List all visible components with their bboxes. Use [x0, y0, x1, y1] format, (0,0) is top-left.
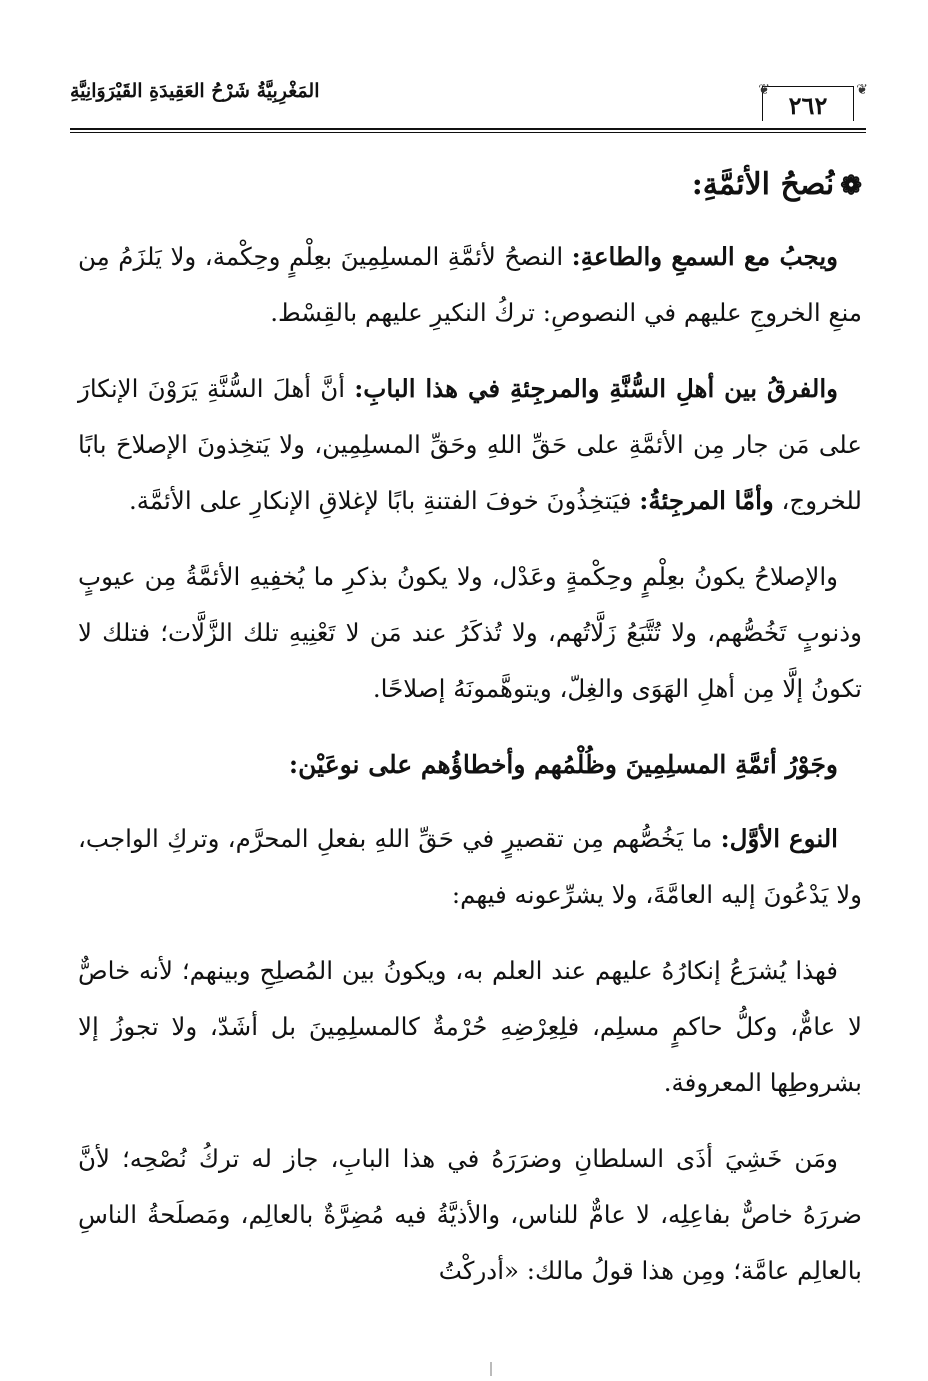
- paragraph: [78, 811, 862, 923]
- page-header: [70, 78, 866, 130]
- paragraph-lead: وأمَّا المرجِئةُ:: [639, 486, 774, 515]
- paragraph-text: والإصلاحُ يكونُ بعِلْمٍ وحِكْمةٍ وعَدْل، ولا يكونُ بذكرِ ما يُخفِيهِ الأئمَّةُ مِن عيوبٍ وذنوبٍ تَخُصُّهم، ولا تُتَّبَعُ زَلَّاتُهم، ولا تُذكَرُ عند مَن لا تَعْنِيهِ تلك الزَّلَّات؛ فتلك لا تكونُ إلَّا مِن أهلِ الهَوَى والغِلّ، ويتوهَّمونَهُ إصلاحًا.: [78, 562, 862, 703]
- paragraph-text: ومَن خَشِيَ أذَى السلطانِ وضرَرَهُ في هذا البابِ، جاز له تركُ نُصْحِه؛ لأنَّ ضررَهُ خاصٌّ بفاعِلِه، لا عامٌّ للناس، والأذيَّةُ فيه مُضِرَّةٌ بالعالِم، ومَصلَحةُ الناسِ بالعالِم عامَّة؛ ومِن هذا قولُ مالك: «أدركْتُ: [78, 1144, 862, 1285]
- paragraph: [78, 549, 862, 717]
- paragraph-text: فهذا يُشرَعُ إنكارُهُ عليهم عند العلم به، ويكونُ بين المُصلِحِ وبينهم؛ لأنه خاصٌّ لا عامٌّ، وكلُّ حاكمٍ مسلِم، فلِعِرْضِهِ حُرْمةٌ كالمسلِمِينَ بل أشَدّ، ولا تجوزُ إلا بشروطِها المعروفة.: [78, 956, 862, 1097]
- paragraph: [78, 229, 862, 341]
- page-body: [78, 150, 862, 1319]
- ornament-icon: ❦: [758, 82, 770, 98]
- header-rule: [70, 128, 866, 130]
- paragraph-lead: ويجبُ مع السمعِ والطاعةِ:: [571, 242, 838, 271]
- scan-mark: [490, 1362, 492, 1376]
- paragraph: [78, 1131, 862, 1299]
- section-heading-text: نُصحُ الأئمَّةِ:: [691, 167, 835, 202]
- paragraph: [78, 361, 862, 529]
- ornament-icon: ❦: [856, 82, 868, 98]
- running-title: المَغْرِبِيَّةُ شَرْحُ العَقِيدَةِ القَيْرَوَانِيَّةِ: [70, 80, 320, 102]
- page-number: ٢٦٢: [762, 86, 854, 121]
- paragraph: [78, 943, 862, 1111]
- paragraph-text: ما يَخُصُّهم مِن تقصيرٍ في حَقِّ اللهِ بفعلِ المحرَّم، وتركِ الواجب، ولا يَدْعُونَ إليه العامَّةَ، ولا يشرِّعونه فيهم:: [78, 824, 862, 909]
- header-rule-thin: [70, 132, 866, 133]
- paragraph-lead: والفرقُ بين أهلِ السُّنَّةِ والمرجِئةِ في هذا البابِ:: [354, 374, 839, 403]
- paragraph-lead: النوع الأوَّل:: [720, 824, 838, 853]
- subheading: وجَوْرُ أئمَّةِ المسلِمِينَ وظُلْمُهم وأخطاؤُهم على نوعَيْن:: [288, 750, 838, 779]
- paragraph-text: فيَتخِذُونَ خوفَ الفتنةِ بابًا لإغلاقِ الإنكارِ على الأئمَّة.: [128, 486, 640, 515]
- paragraph-text: أنَّ أهلَ السُّنَّةِ يَرَوْنَ الإنكارَ على مَن جار مِن الأئمَّةِ على حَقِّ اللهِ وحَقِّ المسلِمِين، ولا يَتخِذونَ الإصلاحَ بابًا للخروج،: [78, 374, 862, 515]
- section-heading: [78, 150, 862, 221]
- flower-marker-icon: ❁: [840, 171, 862, 201]
- paragraph-text: النصحُ لأئمَّةِ المسلِمِينَ بعِلْمٍ وحِكْمة، ولا يَلزَمُ مِن منعِ الخروجِ عليهم في النصوصِ: تركُ النكيرِ عليهم بالقِسْط.: [78, 242, 862, 327]
